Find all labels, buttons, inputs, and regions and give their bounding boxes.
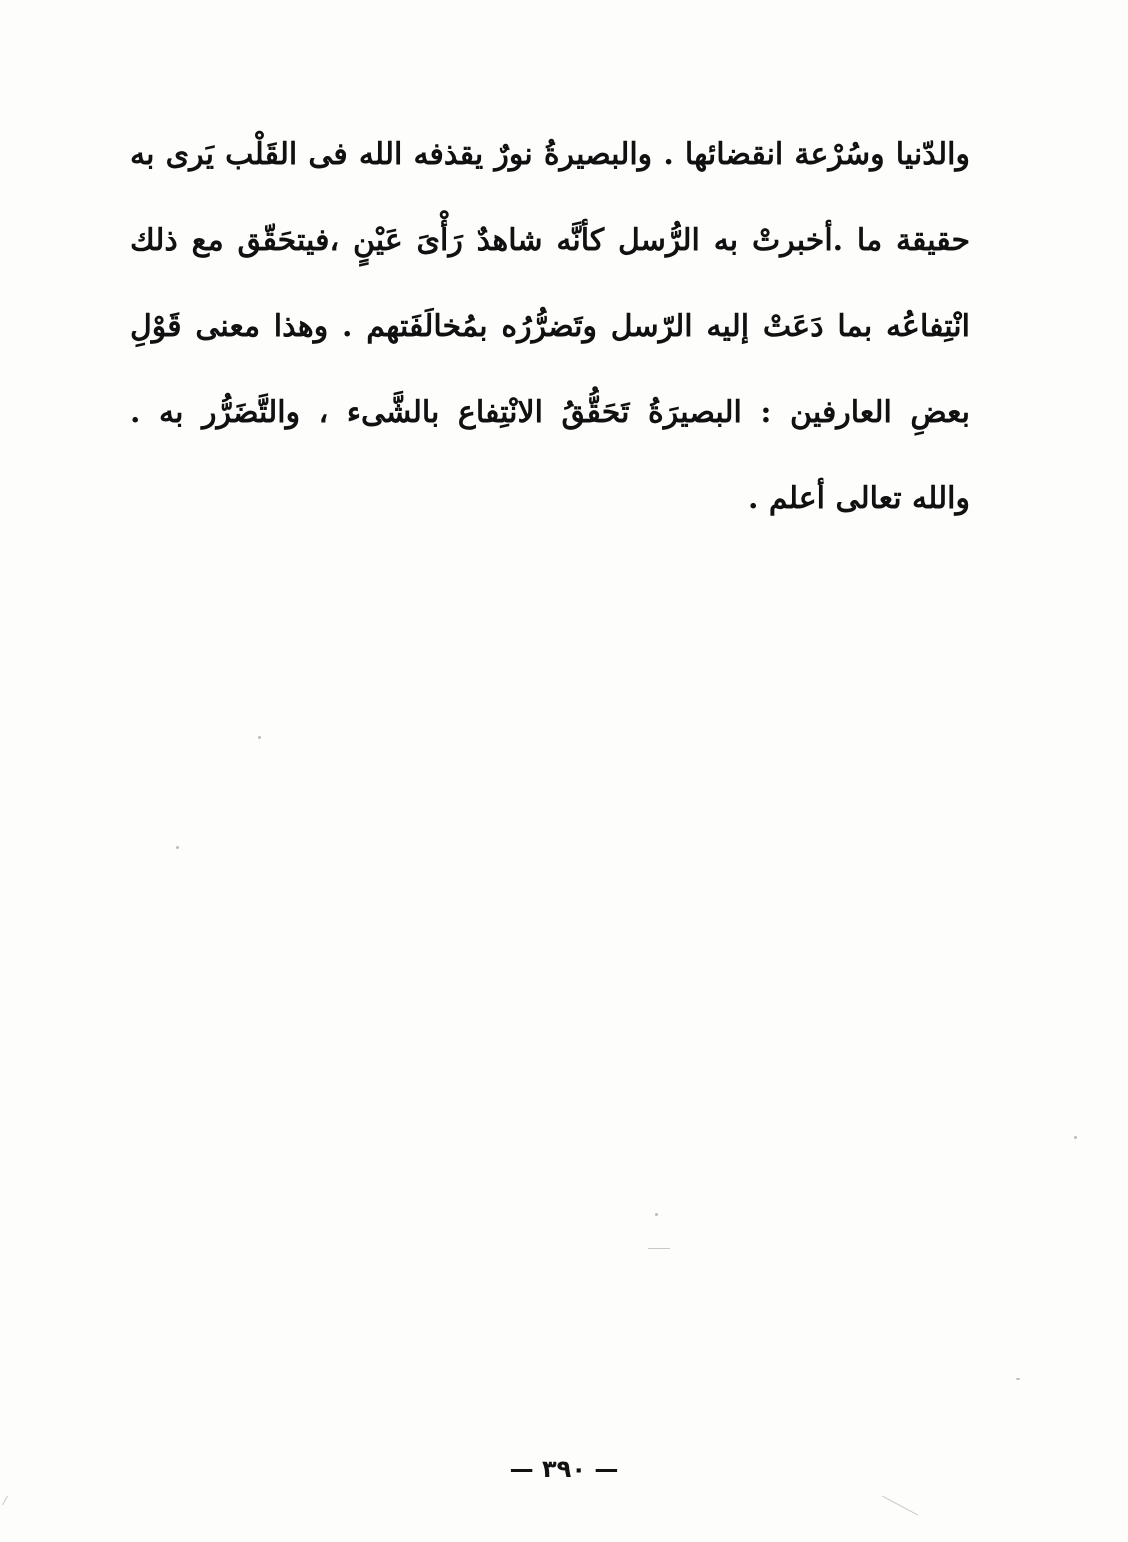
text-line-2: حقيقة ما .أخبرتْ به الرُّسل كأنَّه شاهدٌ رَأْىَ عَيْنٍ ،فيتحَقّق مع ذلك (130, 223, 970, 258)
scan-speck (1074, 1136, 1077, 1139)
scan-mark (648, 1248, 670, 1249)
scan-speck (258, 736, 261, 739)
scan-mark (882, 1496, 918, 1516)
scan-speck (655, 1213, 658, 1216)
scan-mark (2, 1496, 8, 1505)
text-line-4: بعضِ العارفين : البصيرَةُ تَحَقُّقُ الانْتِفاع بالشَّىء ، والتَّضَرُّر به . (130, 395, 970, 430)
body-text (130, 137, 970, 570)
page-number: — ٣٩٠ — (509, 1455, 619, 1483)
scan-speck (176, 846, 179, 849)
scan-speck (1016, 1378, 1020, 1380)
text-line-5: والله تعالى أعلم . (748, 481, 970, 516)
text-line-1: والدّنيا وسُرْعة انقضائها . والبصيرةُ نورٌ يقذفه الله فى القَلْب يَرى به (130, 137, 970, 172)
text-line-3: انْتِفاعُه بما دَعَتْ إليه الرّسل وتَضرُّرُه بمُخالَفَتهم . وهذا معنى قَوْلِ (130, 309, 970, 344)
